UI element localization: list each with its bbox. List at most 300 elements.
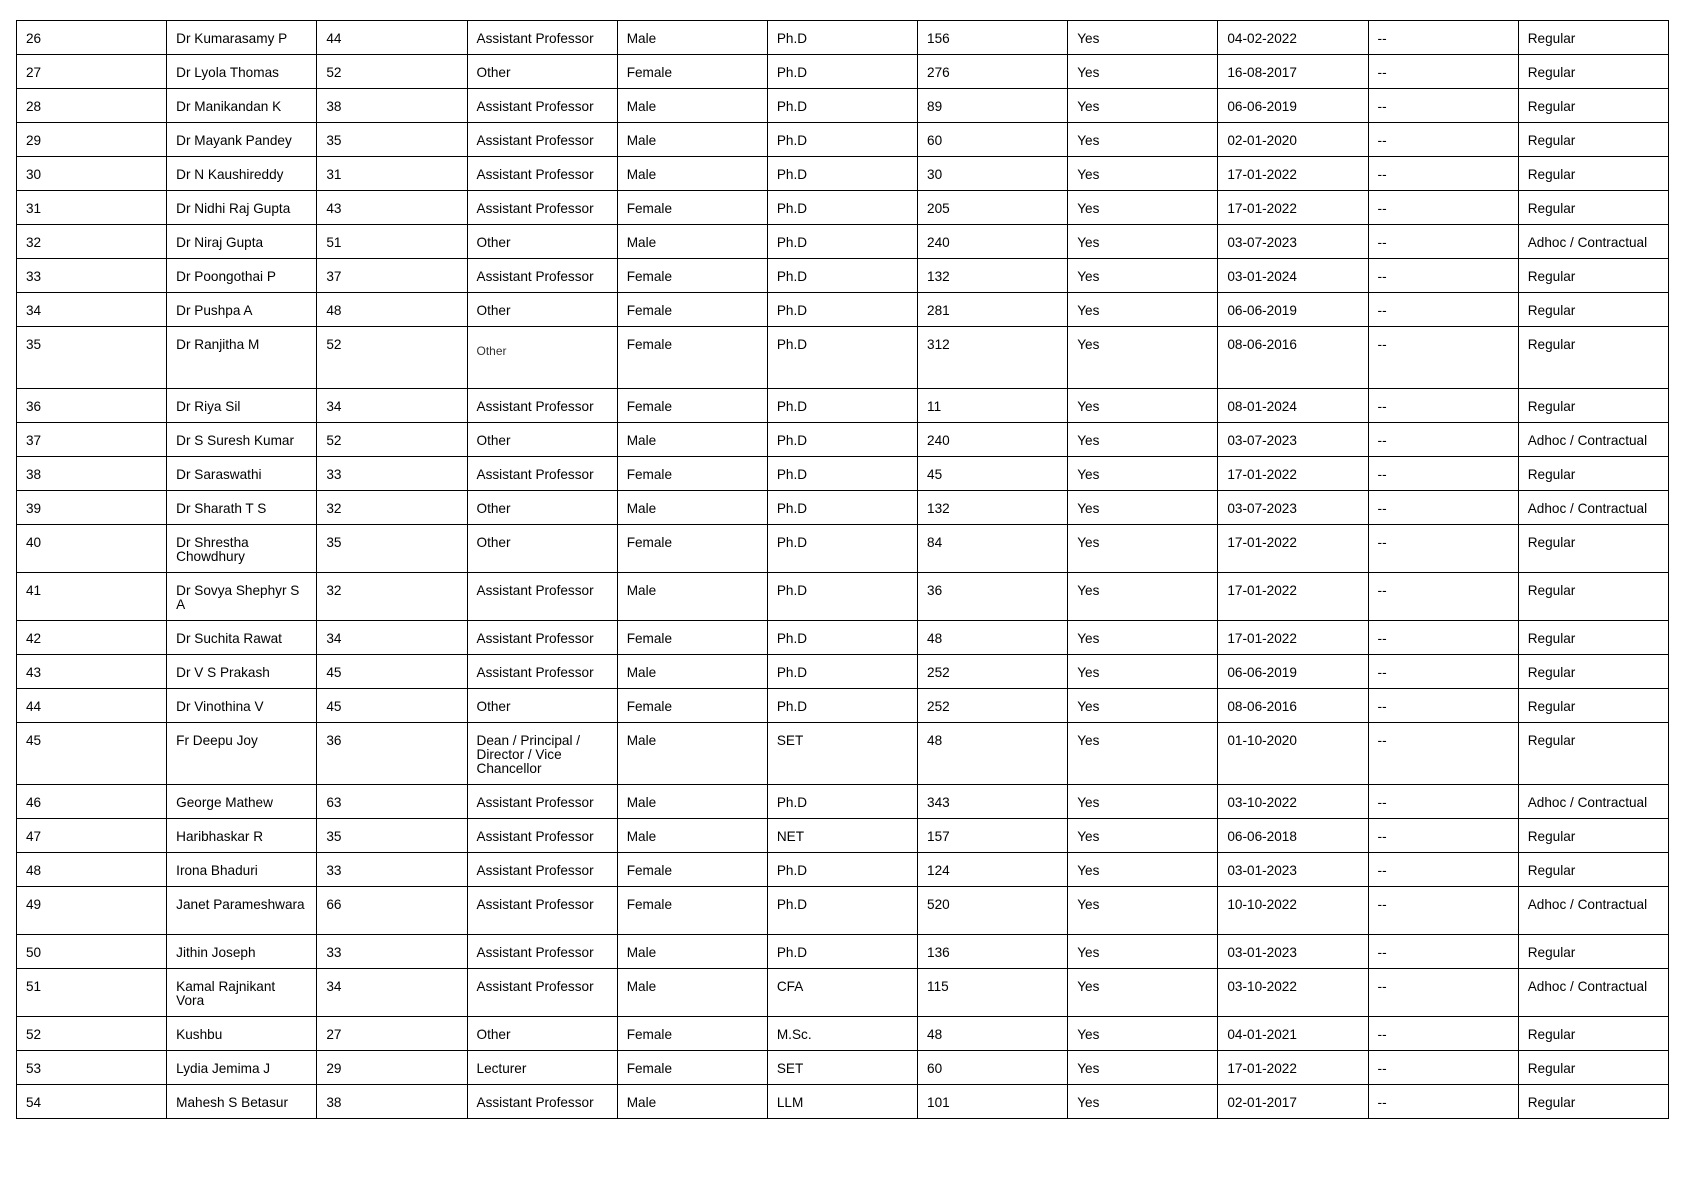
experience-cell: 240: [918, 423, 1068, 457]
age-cell: 52: [317, 55, 467, 89]
experience-cell: 252: [918, 689, 1068, 723]
name-cell: Dr Suchita Rawat: [167, 621, 317, 655]
designation-cell: Assistant Professor: [467, 157, 617, 191]
name-cell: Dr Manikandan K: [167, 89, 317, 123]
name-cell: Kamal Rajnikant Vora: [167, 969, 317, 1017]
status-cell: Yes: [1068, 723, 1218, 785]
table-body: [17, 21, 1669, 1119]
name-cell: Dr Sharath T S: [167, 491, 317, 525]
table-row: [17, 689, 1669, 723]
serial-number-cell: 39: [17, 491, 167, 525]
designation-cell: Other: [467, 55, 617, 89]
age-cell: 29: [317, 1051, 467, 1085]
qualification-cell: Ph.D: [767, 259, 917, 293]
experience-cell: 30: [918, 157, 1068, 191]
age-cell: 44: [317, 21, 467, 55]
appointment-type-cell: Regular: [1518, 21, 1668, 55]
appointment-type-cell: Adhoc / Contractual: [1518, 225, 1668, 259]
qualification-cell: Ph.D: [767, 689, 917, 723]
qualification-cell: LLM: [767, 1085, 917, 1119]
status-cell: Yes: [1068, 655, 1218, 689]
gender-cell: Female: [617, 55, 767, 89]
qualification-cell: Ph.D: [767, 389, 917, 423]
serial-number-cell: 47: [17, 819, 167, 853]
age-cell: 34: [317, 389, 467, 423]
age-cell: 35: [317, 123, 467, 157]
designation-cell: Assistant Professor: [467, 655, 617, 689]
name-cell: George Mathew: [167, 785, 317, 819]
serial-number-cell: 30: [17, 157, 167, 191]
name-cell: Dr Poongothai P: [167, 259, 317, 293]
qualification-cell: Ph.D: [767, 457, 917, 491]
serial-number-cell: 51: [17, 969, 167, 1017]
name-cell: Irona Bhaduri: [167, 853, 317, 887]
joining-date-cell: 17-01-2022: [1218, 525, 1368, 573]
serial-number-cell: 43: [17, 655, 167, 689]
qualification-cell: SET: [767, 723, 917, 785]
leaving-date-cell: --: [1368, 1051, 1518, 1085]
status-cell: Yes: [1068, 21, 1218, 55]
gender-cell: Male: [617, 785, 767, 819]
leaving-date-cell: --: [1368, 1017, 1518, 1051]
age-cell: 63: [317, 785, 467, 819]
name-cell: Dr Riya Sil: [167, 389, 317, 423]
appointment-type-cell: Regular: [1518, 1017, 1668, 1051]
name-cell: Haribhaskar R: [167, 819, 317, 853]
leaving-date-cell: --: [1368, 573, 1518, 621]
serial-number-cell: 29: [17, 123, 167, 157]
serial-number-cell: 49: [17, 887, 167, 935]
qualification-cell: Ph.D: [767, 21, 917, 55]
status-cell: Yes: [1068, 1051, 1218, 1085]
name-cell: Dr Vinothina V: [167, 689, 317, 723]
serial-number-cell: 42: [17, 621, 167, 655]
qualification-cell: Ph.D: [767, 491, 917, 525]
name-cell: Janet Parameshwara: [167, 887, 317, 935]
joining-date-cell: 17-01-2022: [1218, 457, 1368, 491]
name-cell: Dr Sovya Shephyr S A: [167, 573, 317, 621]
age-cell: 34: [317, 621, 467, 655]
table-row: [17, 491, 1669, 525]
designation-cell: Assistant Professor: [467, 785, 617, 819]
leaving-date-cell: --: [1368, 225, 1518, 259]
experience-cell: 343: [918, 785, 1068, 819]
gender-cell: Female: [617, 457, 767, 491]
designation-cell: Assistant Professor: [467, 819, 617, 853]
joining-date-cell: 17-01-2022: [1218, 573, 1368, 621]
leaving-date-cell: --: [1368, 293, 1518, 327]
status-cell: Yes: [1068, 621, 1218, 655]
status-cell: Yes: [1068, 457, 1218, 491]
name-cell: Dr N Kaushireddy: [167, 157, 317, 191]
status-cell: Yes: [1068, 689, 1218, 723]
experience-cell: 89: [918, 89, 1068, 123]
joining-date-cell: 08-06-2016: [1218, 689, 1368, 723]
experience-cell: 252: [918, 655, 1068, 689]
appointment-type-cell: Regular: [1518, 389, 1668, 423]
table-row: [17, 853, 1669, 887]
joining-date-cell: 04-01-2021: [1218, 1017, 1368, 1051]
serial-number-cell: 26: [17, 21, 167, 55]
qualification-cell: Ph.D: [767, 293, 917, 327]
serial-number-cell: 45: [17, 723, 167, 785]
leaving-date-cell: --: [1368, 457, 1518, 491]
name-cell: Dr Shrestha Chowdhury: [167, 525, 317, 573]
table-row: [17, 157, 1669, 191]
designation-cell: Dean / Principal / Director / Vice Chancellor: [467, 723, 617, 785]
table-row: [17, 819, 1669, 853]
name-cell: Dr Saraswathi: [167, 457, 317, 491]
qualification-cell: Ph.D: [767, 327, 917, 389]
leaving-date-cell: --: [1368, 525, 1518, 573]
name-cell: Dr Pushpa A: [167, 293, 317, 327]
joining-date-cell: 01-10-2020: [1218, 723, 1368, 785]
age-cell: 45: [317, 689, 467, 723]
gender-cell: Male: [617, 1085, 767, 1119]
age-cell: 38: [317, 89, 467, 123]
experience-cell: 101: [918, 1085, 1068, 1119]
qualification-cell: Ph.D: [767, 853, 917, 887]
status-cell: Yes: [1068, 935, 1218, 969]
table-row: [17, 573, 1669, 621]
joining-date-cell: 08-06-2016: [1218, 327, 1368, 389]
status-cell: Yes: [1068, 853, 1218, 887]
experience-cell: 60: [918, 1051, 1068, 1085]
name-cell: Dr Mayank Pandey: [167, 123, 317, 157]
leaving-date-cell: --: [1368, 935, 1518, 969]
name-cell: Lydia Jemima J: [167, 1051, 317, 1085]
joining-date-cell: 03-01-2024: [1218, 259, 1368, 293]
gender-cell: Male: [617, 491, 767, 525]
designation-cell: Assistant Professor: [467, 191, 617, 225]
age-cell: 37: [317, 259, 467, 293]
qualification-cell: Ph.D: [767, 225, 917, 259]
gender-cell: Male: [617, 89, 767, 123]
experience-cell: 36: [918, 573, 1068, 621]
appointment-type-cell: Regular: [1518, 1051, 1668, 1085]
status-cell: Yes: [1068, 327, 1218, 389]
age-cell: 43: [317, 191, 467, 225]
qualification-cell: CFA: [767, 969, 917, 1017]
appointment-type-cell: Adhoc / Contractual: [1518, 423, 1668, 457]
appointment-type-cell: Regular: [1518, 191, 1668, 225]
serial-number-cell: 40: [17, 525, 167, 573]
leaving-date-cell: --: [1368, 389, 1518, 423]
designation-cell: Other: [467, 423, 617, 457]
designation-cell: Other: [467, 689, 617, 723]
designation-cell: Assistant Professor: [467, 457, 617, 491]
qualification-cell: Ph.D: [767, 191, 917, 225]
appointment-type-cell: Regular: [1518, 259, 1668, 293]
joining-date-cell: 03-01-2023: [1218, 853, 1368, 887]
status-cell: Yes: [1068, 423, 1218, 457]
table-row: [17, 225, 1669, 259]
gender-cell: Female: [617, 853, 767, 887]
joining-date-cell: 03-07-2023: [1218, 491, 1368, 525]
experience-cell: 115: [918, 969, 1068, 1017]
table-row: [17, 969, 1669, 1017]
age-cell: 45: [317, 655, 467, 689]
joining-date-cell: 02-01-2017: [1218, 1085, 1368, 1119]
age-cell: 27: [317, 1017, 467, 1051]
table-row: [17, 123, 1669, 157]
age-cell: 33: [317, 935, 467, 969]
joining-date-cell: 17-01-2022: [1218, 621, 1368, 655]
experience-cell: 156: [918, 21, 1068, 55]
status-cell: Yes: [1068, 1085, 1218, 1119]
designation-cell: Assistant Professor: [467, 21, 617, 55]
age-cell: 66: [317, 887, 467, 935]
table-row: [17, 89, 1669, 123]
gender-cell: Male: [617, 969, 767, 1017]
name-cell: Dr S Suresh Kumar: [167, 423, 317, 457]
serial-number-cell: 27: [17, 55, 167, 89]
status-cell: Yes: [1068, 55, 1218, 89]
joining-date-cell: 03-07-2023: [1218, 423, 1368, 457]
designation-cell: Assistant Professor: [467, 389, 617, 423]
age-cell: 34: [317, 969, 467, 1017]
name-cell: Kushbu: [167, 1017, 317, 1051]
qualification-cell: M.Sc.: [767, 1017, 917, 1051]
gender-cell: Female: [617, 525, 767, 573]
experience-cell: 60: [918, 123, 1068, 157]
designation-cell: Assistant Professor: [467, 1085, 617, 1119]
appointment-type-cell: Regular: [1518, 853, 1668, 887]
appointment-type-cell: Regular: [1518, 723, 1668, 785]
joining-date-cell: 06-06-2019: [1218, 655, 1368, 689]
name-cell: Dr Ranjitha M: [167, 327, 317, 389]
leaving-date-cell: --: [1368, 423, 1518, 457]
table-row: [17, 423, 1669, 457]
designation-cell: Assistant Professor: [467, 89, 617, 123]
age-cell: 33: [317, 457, 467, 491]
serial-number-cell: 53: [17, 1051, 167, 1085]
serial-number-cell: 48: [17, 853, 167, 887]
qualification-cell: Ph.D: [767, 525, 917, 573]
gender-cell: Female: [617, 191, 767, 225]
designation-cell: Assistant Professor: [467, 621, 617, 655]
serial-number-cell: 54: [17, 1085, 167, 1119]
gender-cell: Female: [617, 293, 767, 327]
appointment-type-cell: Regular: [1518, 819, 1668, 853]
leaving-date-cell: --: [1368, 191, 1518, 225]
designation-cell: Lecturer: [467, 1051, 617, 1085]
status-cell: Yes: [1068, 491, 1218, 525]
serial-number-cell: 38: [17, 457, 167, 491]
experience-cell: 48: [918, 621, 1068, 655]
serial-number-cell: 34: [17, 293, 167, 327]
appointment-type-cell: Adhoc / Contractual: [1518, 491, 1668, 525]
status-cell: Yes: [1068, 225, 1218, 259]
gender-cell: Male: [617, 423, 767, 457]
gender-cell: Female: [617, 327, 767, 389]
designation-text: Other: [476, 344, 507, 358]
table-row: [17, 293, 1669, 327]
leaving-date-cell: --: [1368, 55, 1518, 89]
qualification-cell: SET: [767, 1051, 917, 1085]
joining-date-cell: 03-10-2022: [1218, 969, 1368, 1017]
name-cell: Dr V S Prakash: [167, 655, 317, 689]
designation-cell: Assistant Professor: [467, 853, 617, 887]
status-cell: Yes: [1068, 293, 1218, 327]
experience-cell: 48: [918, 1017, 1068, 1051]
age-cell: 32: [317, 573, 467, 621]
joining-date-cell: 03-01-2023: [1218, 935, 1368, 969]
experience-cell: 520: [918, 887, 1068, 935]
leaving-date-cell: --: [1368, 689, 1518, 723]
table-row: [17, 259, 1669, 293]
leaving-date-cell: --: [1368, 969, 1518, 1017]
age-cell: 32: [317, 491, 467, 525]
joining-date-cell: 17-01-2022: [1218, 191, 1368, 225]
appointment-type-cell: Adhoc / Contractual: [1518, 887, 1668, 935]
gender-cell: Female: [617, 887, 767, 935]
experience-cell: 276: [918, 55, 1068, 89]
age-cell: 35: [317, 525, 467, 573]
qualification-cell: NET: [767, 819, 917, 853]
age-cell: 48: [317, 293, 467, 327]
gender-cell: Female: [617, 689, 767, 723]
table-row: [17, 655, 1669, 689]
gender-cell: Male: [617, 723, 767, 785]
joining-date-cell: 03-10-2022: [1218, 785, 1368, 819]
joining-date-cell: 17-01-2022: [1218, 157, 1368, 191]
joining-date-cell: 06-06-2019: [1218, 293, 1368, 327]
faculty-table: [16, 20, 1669, 1119]
leaving-date-cell: --: [1368, 853, 1518, 887]
appointment-type-cell: Regular: [1518, 1085, 1668, 1119]
gender-cell: Male: [617, 21, 767, 55]
age-cell: 36: [317, 723, 467, 785]
appointment-type-cell: Regular: [1518, 89, 1668, 123]
status-cell: Yes: [1068, 157, 1218, 191]
qualification-cell: Ph.D: [767, 887, 917, 935]
experience-cell: 124: [918, 853, 1068, 887]
serial-number-cell: 52: [17, 1017, 167, 1051]
joining-date-cell: 06-06-2019: [1218, 89, 1368, 123]
designation-cell: Other: [467, 293, 617, 327]
designation-cell: Assistant Professor: [467, 123, 617, 157]
qualification-cell: Ph.D: [767, 573, 917, 621]
table-row: [17, 1051, 1669, 1085]
appointment-type-cell: Regular: [1518, 157, 1668, 191]
appointment-type-cell: Regular: [1518, 573, 1668, 621]
status-cell: Yes: [1068, 525, 1218, 573]
gender-cell: Female: [617, 621, 767, 655]
qualification-cell: Ph.D: [767, 655, 917, 689]
leaving-date-cell: --: [1368, 89, 1518, 123]
appointment-type-cell: Regular: [1518, 55, 1668, 89]
designation-cell: Other: [467, 1017, 617, 1051]
age-cell: 52: [317, 423, 467, 457]
leaving-date-cell: --: [1368, 123, 1518, 157]
leaving-date-cell: --: [1368, 887, 1518, 935]
leaving-date-cell: --: [1368, 327, 1518, 389]
designation-cell: Assistant Professor: [467, 969, 617, 1017]
experience-cell: 157: [918, 819, 1068, 853]
age-cell: 52: [317, 327, 467, 389]
table-row: [17, 887, 1669, 935]
experience-cell: 312: [918, 327, 1068, 389]
appointment-type-cell: Regular: [1518, 327, 1668, 389]
serial-number-cell: 37: [17, 423, 167, 457]
status-cell: Yes: [1068, 89, 1218, 123]
status-cell: Yes: [1068, 1017, 1218, 1051]
qualification-cell: Ph.D: [767, 89, 917, 123]
joining-date-cell: 04-02-2022: [1218, 21, 1368, 55]
status-cell: Yes: [1068, 969, 1218, 1017]
designation-cell: [467, 327, 617, 389]
serial-number-cell: 35: [17, 327, 167, 389]
status-cell: Yes: [1068, 259, 1218, 293]
gender-cell: Female: [617, 259, 767, 293]
table-row: [17, 457, 1669, 491]
serial-number-cell: 44: [17, 689, 167, 723]
serial-number-cell: 36: [17, 389, 167, 423]
serial-number-cell: 32: [17, 225, 167, 259]
experience-cell: 84: [918, 525, 1068, 573]
qualification-cell: Ph.D: [767, 621, 917, 655]
gender-cell: Female: [617, 389, 767, 423]
appointment-type-cell: Regular: [1518, 123, 1668, 157]
table-row: [17, 55, 1669, 89]
serial-number-cell: 31: [17, 191, 167, 225]
experience-cell: 240: [918, 225, 1068, 259]
gender-cell: Male: [617, 935, 767, 969]
qualification-cell: Ph.D: [767, 785, 917, 819]
status-cell: Yes: [1068, 887, 1218, 935]
joining-date-cell: 16-08-2017: [1218, 55, 1368, 89]
table-row: [17, 621, 1669, 655]
name-cell: Dr Nidhi Raj Gupta: [167, 191, 317, 225]
joining-date-cell: 03-07-2023: [1218, 225, 1368, 259]
table-row: [17, 389, 1669, 423]
leaving-date-cell: --: [1368, 723, 1518, 785]
leaving-date-cell: --: [1368, 259, 1518, 293]
name-cell: Mahesh S Betasur: [167, 1085, 317, 1119]
table-row: [17, 191, 1669, 225]
table-row: [17, 935, 1669, 969]
leaving-date-cell: --: [1368, 1085, 1518, 1119]
leaving-date-cell: --: [1368, 621, 1518, 655]
gender-cell: Male: [617, 819, 767, 853]
appointment-type-cell: Regular: [1518, 457, 1668, 491]
gender-cell: Male: [617, 123, 767, 157]
name-cell: Jithin Joseph: [167, 935, 317, 969]
designation-cell: Other: [467, 525, 617, 573]
appointment-type-cell: Adhoc / Contractual: [1518, 785, 1668, 819]
appointment-type-cell: Regular: [1518, 621, 1668, 655]
status-cell: Yes: [1068, 123, 1218, 157]
joining-date-cell: 10-10-2022: [1218, 887, 1368, 935]
table-row: [17, 785, 1669, 819]
leaving-date-cell: --: [1368, 157, 1518, 191]
table-row: [17, 1017, 1669, 1051]
experience-cell: 281: [918, 293, 1068, 327]
serial-number-cell: 33: [17, 259, 167, 293]
qualification-cell: Ph.D: [767, 935, 917, 969]
status-cell: Yes: [1068, 819, 1218, 853]
gender-cell: Female: [617, 1017, 767, 1051]
qualification-cell: Ph.D: [767, 55, 917, 89]
joining-date-cell: 02-01-2020: [1218, 123, 1368, 157]
table-row: [17, 327, 1669, 389]
leaving-date-cell: --: [1368, 21, 1518, 55]
designation-cell: Assistant Professor: [467, 935, 617, 969]
gender-cell: Male: [617, 225, 767, 259]
name-cell: Dr Kumarasamy P: [167, 21, 317, 55]
experience-cell: 132: [918, 491, 1068, 525]
